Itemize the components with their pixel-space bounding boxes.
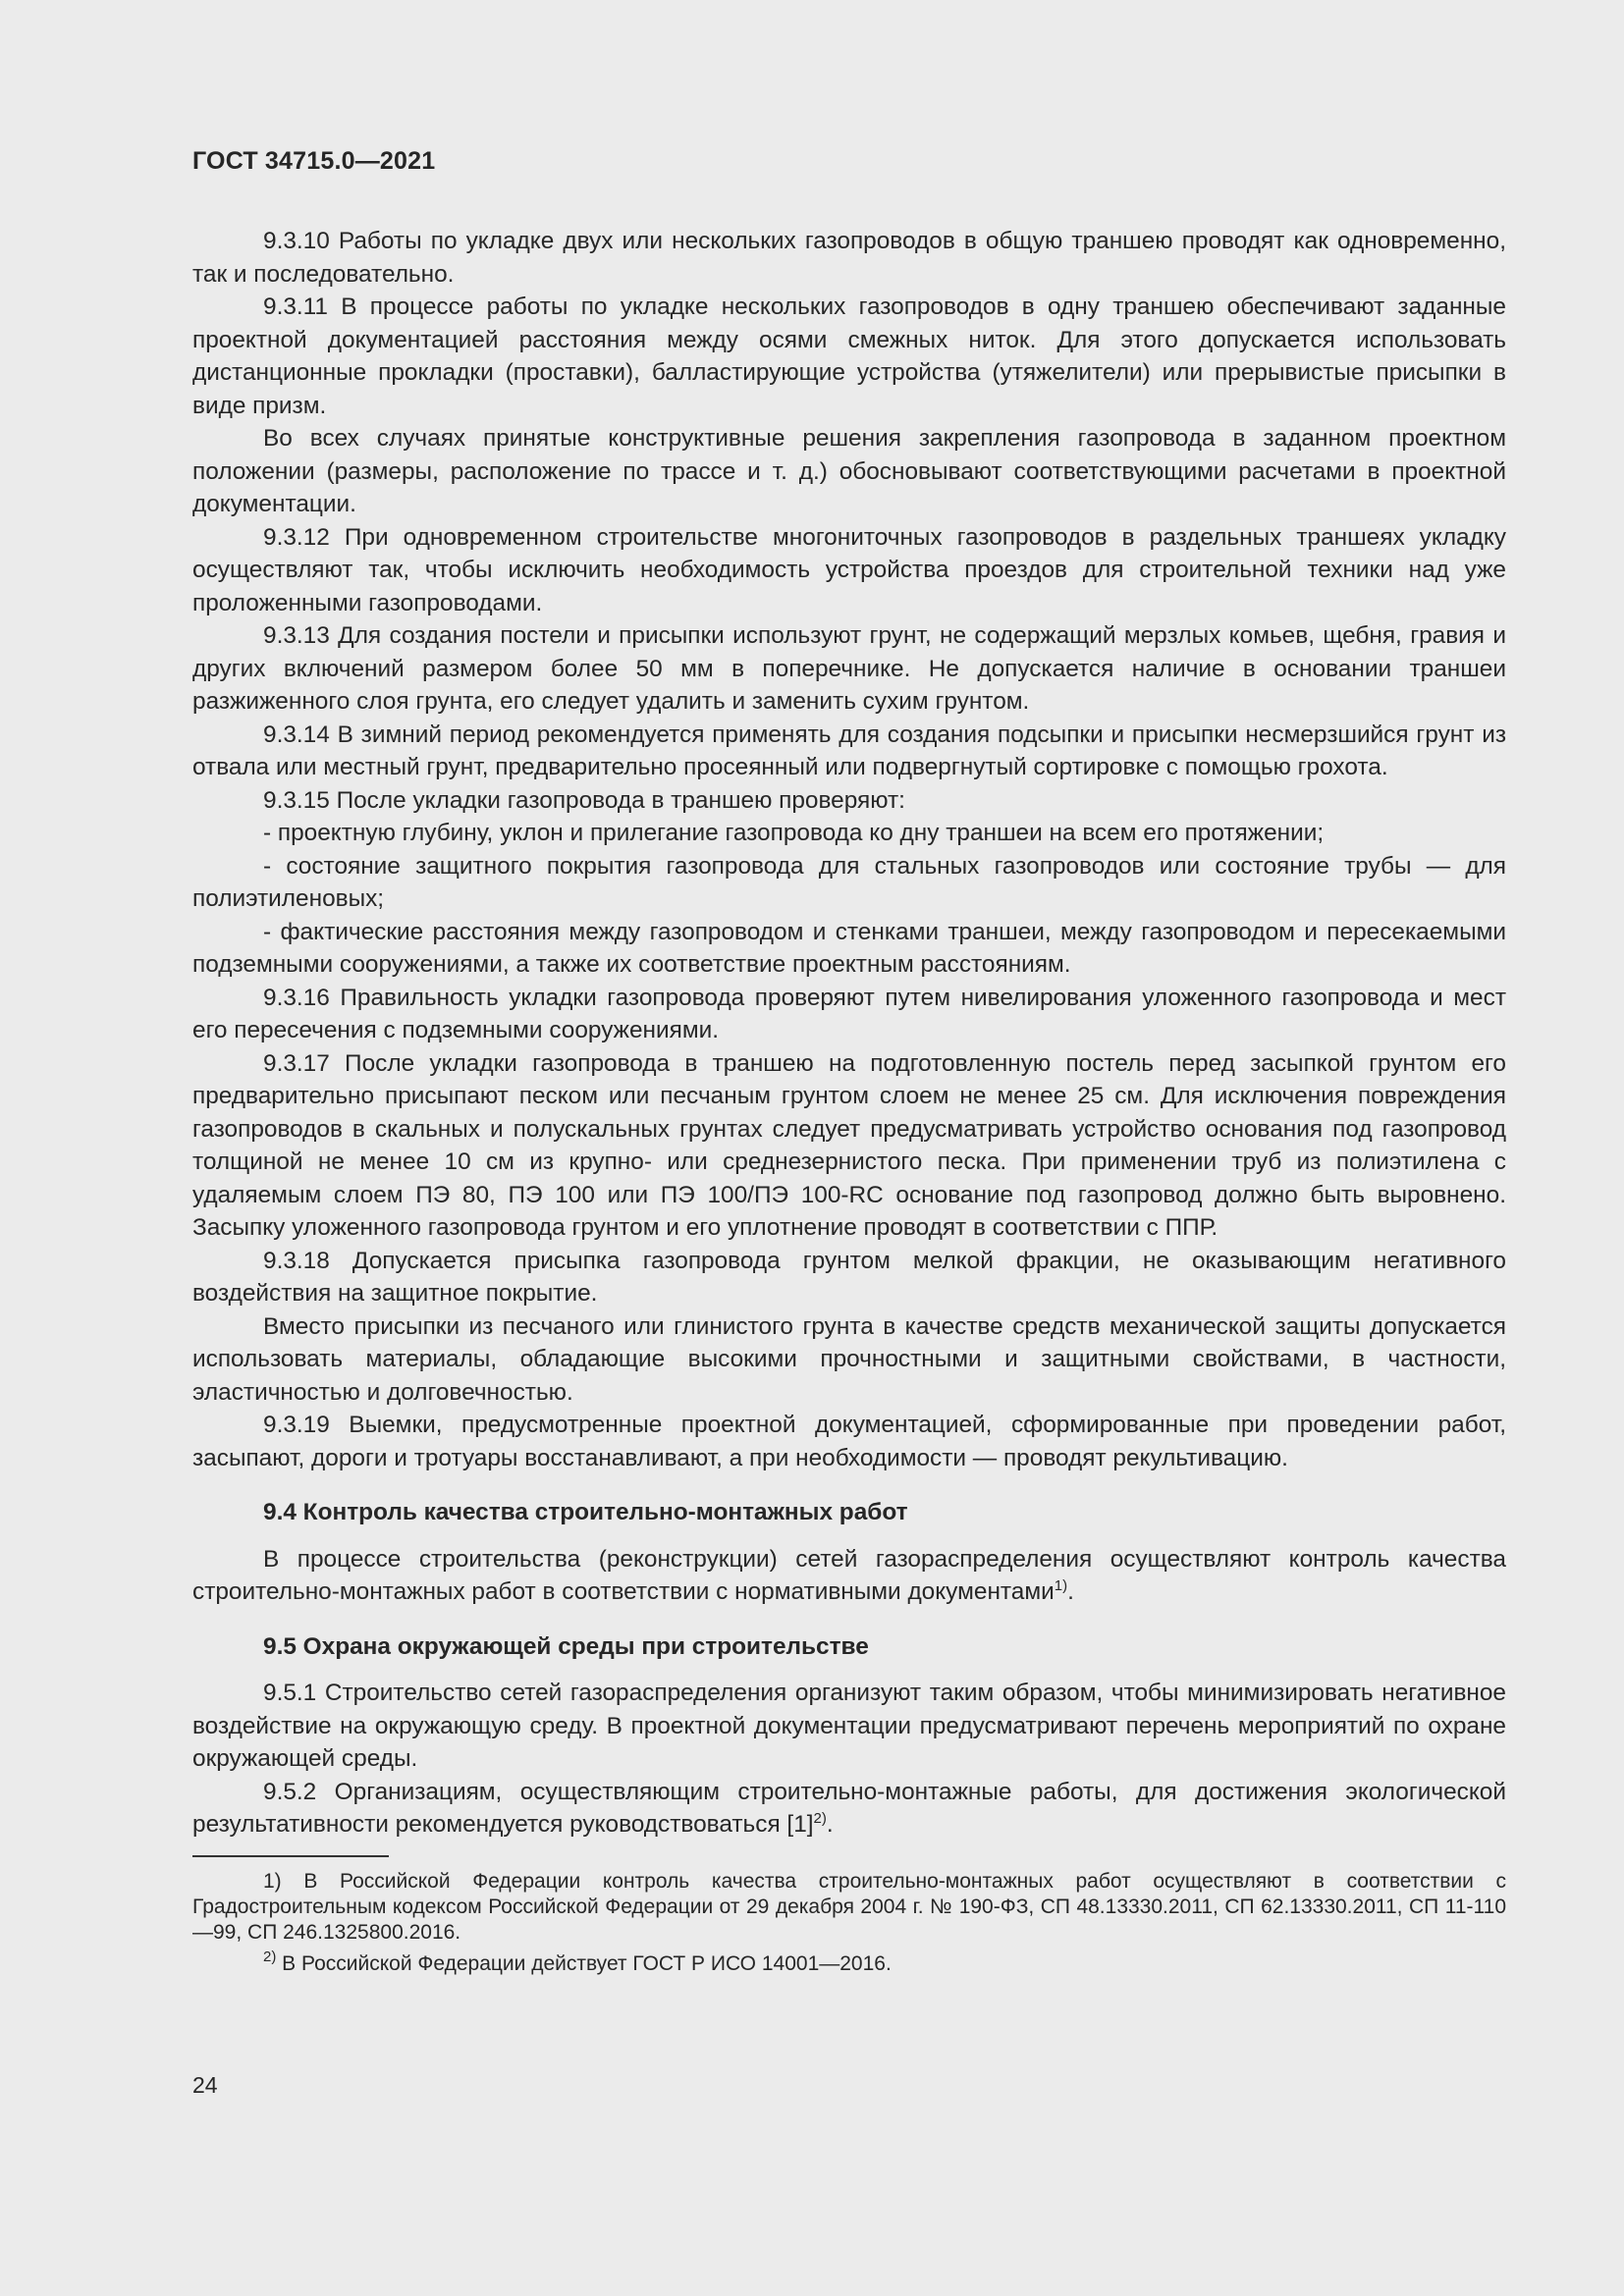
- paragraph-9-3-12: 9.3.12 При одновременном строительстве многониточных газопроводов в раздельных траншеях укладку осуществляют так, чтобы исключить необходимость устройства проездов для строительной техники над уже проложенными газопроводами.: [192, 523, 1506, 616]
- list-item-coating: - состояние защитного покрытия газопровода для стальных газопроводов или состояние трубы — для полиэтиленовых;: [192, 852, 1506, 912]
- paragraph-9-3-18: 9.3.18 Допускается присыпка газопровода грунтом мелкой фракции, не оказывающим негативного воздействия на защитное покрытие.: [192, 1247, 1506, 1307]
- paragraph-9-3-16: 9.3.16 Правильность укладки газопровода проверяют путем нивелирования уложенного газопровода и мест его пересечения с подземными сооружениями.: [192, 984, 1506, 1043]
- paragraph-9-5-2-end: .: [826, 1811, 834, 1838]
- paragraph-9-3-17: 9.3.17 После укладки газопровода в траншею на подготовленную постель перед засыпкой грунтом его предварительно присыпают песком или песчаным грунтом слоем не менее 25 см. Для исключения повреждения газопроводов в скальных и полускальных грунтах следует предусматривать устройство основания под газопровод толщиной не менее 10 см из крупно- или среднезернистого песка. При применении труб из полиэтилена с удаляемым слоем ПЭ 80, ПЭ 100 или ПЭ 100/ПЭ 100-RC основание под газопровод должно быть выровнено. Засыпку уложенного газопровода грунтом и его уплотнение проводят в соответствии с ППР.: [192, 1049, 1506, 1241]
- section-heading-9-4: 9.4 Контроль качества строительно-монтажных работ: [263, 1499, 908, 1525]
- paragraph-9-5-2-text: 9.5.2 Организациям, осуществляющим строительно-монтажные работы, для достижения экологической результативности рекомендуется руководствоваться [1]: [192, 1778, 1506, 1838]
- paragraph-9-3-13: 9.3.13 Для создания постели и присыпки используют грунт, не содержащий мерзлых комьев, щебня, гравия и других включений размером более 50 мм в поперечнике. Не допускается наличие в основании траншеи разжиженного слоя грунта, его следует удалить и заменить сухим грунтом.: [192, 622, 1506, 715]
- footnote-2: [192, 1948, 1506, 1977]
- paragraph-9-3-11-cont: Во всех случаях принятые конструктивные решения закрепления газопровода в заданном проектном положении (размеры, расположение по трассе и т. д.) обосновывают соответствующими расчетами в проектной документации.: [192, 425, 1506, 517]
- paragraph-9-3-11: 9.3.11 В процессе работы по укладке нескольких газопроводов в одну траншею обеспечивают заданные проектной документацией расстояния между осями смежных ниток. Для этого допускается использовать дистанционные прокладки (проставки), балластирующие устройства (утяжелители) или прерывистые присыпки в виде призм.: [192, 294, 1506, 419]
- paragraph-9-4-end: .: [1067, 1578, 1074, 1605]
- paragraph-9-3-14: 9.3.14 В зимний период рекомендуется применять для создания подсыпки и присыпки несмерзшийся грунт из отвала или местный грунт, предварительно просеянный или подвергнутый сортировке с помощью грохота.: [192, 721, 1506, 780]
- list-item-depth: - проектную глубину, уклон и прилегание газопровода ко дну траншеи на всем его протяжении;: [263, 820, 1325, 846]
- list-item-distances: - фактические расстояния между газопроводом и стенками траншеи, между газопроводом и пересекаемыми подземными сооружениями, а также их соответствие проектным расстояниям.: [192, 918, 1506, 978]
- paragraph-9-4: [192, 1543, 1506, 1609]
- footnote-2-mark: 2): [263, 1948, 277, 1965]
- paragraph-9-5-1: 9.5.1 Строительство сетей газораспределения организуют таким образом, чтобы минимизировать негативное воздействие на окружающую среду. В проектной документации предусматривают перечень мероприятий по охране окружающей среды.: [192, 1680, 1506, 1772]
- footnote-separator: [192, 1855, 389, 1857]
- paragraph-9-5-2: [192, 1776, 1506, 1842]
- footnote-ref-2[interactable]: 2): [813, 1810, 827, 1827]
- paragraph-9-3-10: 9.3.10 Работы по укладке двух или нескольких газопроводов в общую траншею проводят как одновременно, так и последовательно.: [192, 228, 1506, 288]
- footnote-ref-1[interactable]: 1): [1054, 1577, 1068, 1594]
- footnote-1: 1) В Российской Федерации контроль качества строительно-монтажных работ осуществляют в соответствии с Градостроительным кодексом Российской Федерации от 29 декабря 2004 г. № 190-ФЗ, СП 48.13330.2011, СП 62.13330.2011, СП 11-110—99, СП 246.1325800.2016.: [192, 1869, 1506, 1944]
- document-body: [192, 225, 1506, 1977]
- paragraph-9-3-15: 9.3.15 После укладки газопровода в траншею проверяют:: [263, 786, 905, 814]
- paragraph-9-3-19: 9.3.19 Выемки, предусмотренные проектной документацией, сформированные при проведении работ, засыпают, дороги и тротуары восстанавливают, а при необходимости — проводят рекультивацию.: [192, 1412, 1506, 1471]
- page-number: 24: [192, 2072, 218, 2098]
- document-header-title: ГОСТ 34715.0—2021: [192, 147, 436, 175]
- footnote-2-text: В Российской Федерации действует ГОСТ Р ИСО 14001—2016.: [276, 1951, 892, 1975]
- section-heading-9-5: 9.5 Охрана окружающей среды при строительстве: [263, 1632, 869, 1660]
- paragraph-9-4-text: В процессе строительства (реконструкции) сетей газораспределения осуществляют контроль качества строительно-монтажных работ в соответствии с нормативными документами: [192, 1545, 1506, 1605]
- paragraph-9-3-18-cont: Вместо присыпки из песчаного или глинистого грунта в качестве средств механической защиты допускается использовать материалы, обладающие высокими прочностными и защитными свойствами, в частности, эластичностью и долговечностью.: [192, 1312, 1506, 1406]
